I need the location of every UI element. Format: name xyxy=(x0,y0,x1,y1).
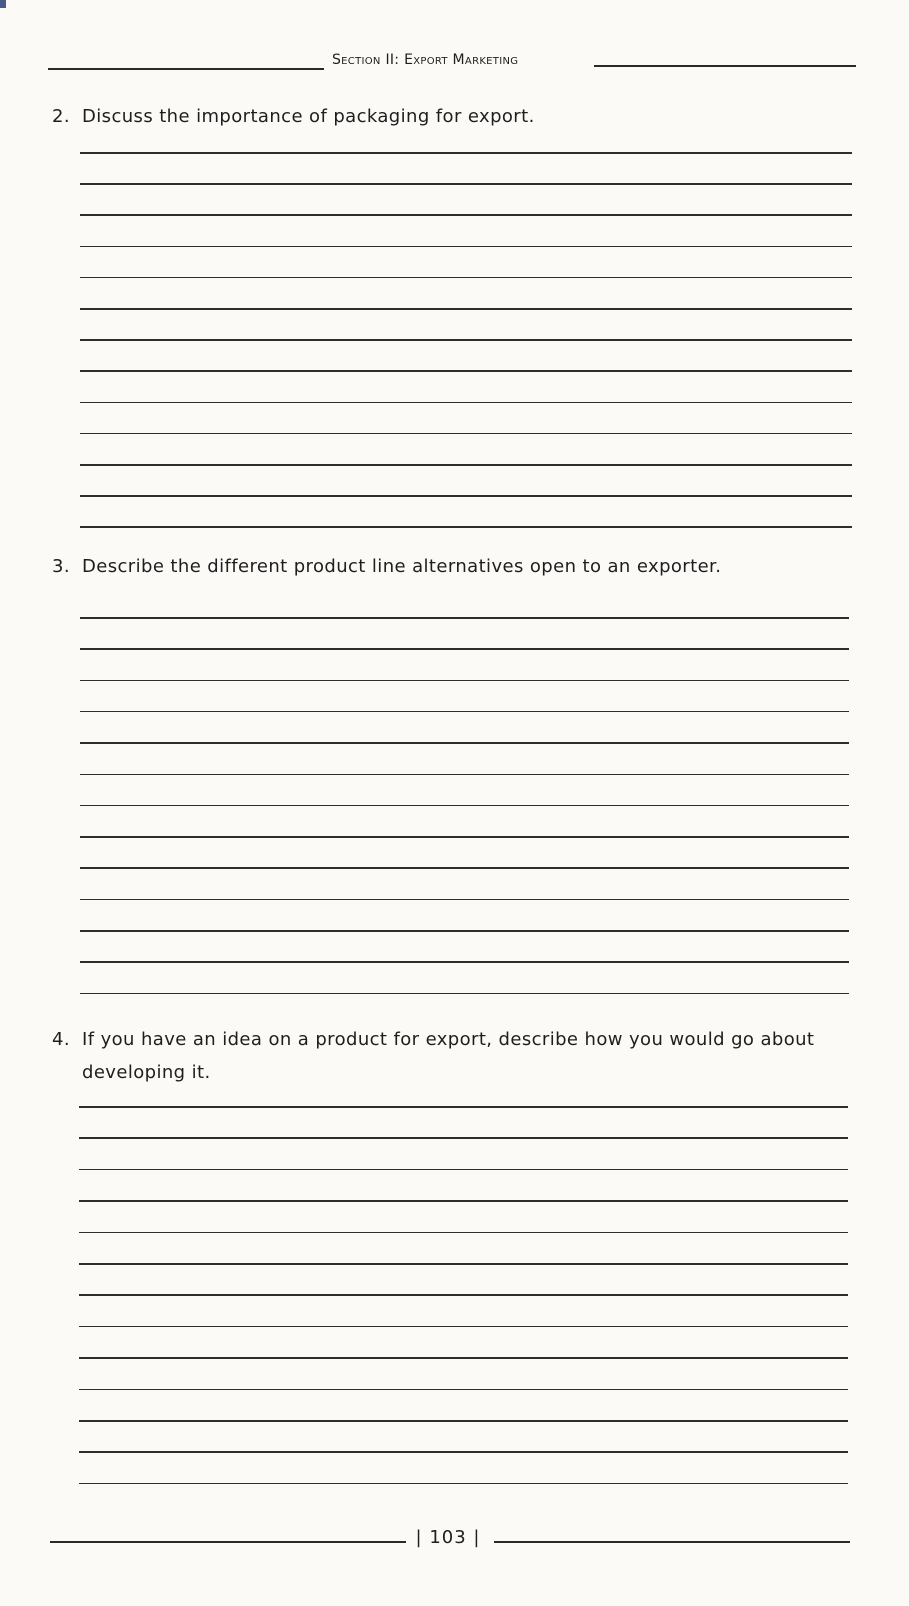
header-rule-right xyxy=(594,65,856,67)
answer-line xyxy=(80,183,852,185)
page-number: | 103 | xyxy=(415,1527,481,1548)
answer-line xyxy=(80,433,852,435)
answer-line xyxy=(80,308,852,310)
answer-line xyxy=(80,836,849,838)
answer-line xyxy=(80,526,852,528)
footer-rule-right xyxy=(494,1541,850,1543)
question-text: Discuss the importance of packaging for export. xyxy=(82,106,535,127)
answer-line xyxy=(80,617,849,619)
answer-line xyxy=(80,648,849,650)
header-rule-left xyxy=(48,68,324,70)
answer-line xyxy=(79,1357,848,1359)
answer-line xyxy=(80,495,852,497)
answer-line xyxy=(80,464,852,466)
question-text: If you have an idea on a product for export, describe how you would go about developing it. xyxy=(82,1029,815,1083)
answer-line xyxy=(80,277,852,279)
question-number: 2. xyxy=(52,106,70,127)
answer-line xyxy=(80,402,852,404)
answer-line xyxy=(80,742,849,744)
answer-line xyxy=(79,1420,848,1422)
answer-line xyxy=(79,1483,848,1485)
answer-line xyxy=(79,1232,848,1234)
answer-line xyxy=(79,1106,848,1108)
answer-line xyxy=(79,1451,848,1453)
answer-line xyxy=(80,680,849,682)
answer-line xyxy=(79,1137,848,1139)
answer-line xyxy=(79,1326,848,1328)
question-number: 4. xyxy=(52,1029,70,1050)
answer-line xyxy=(80,993,849,995)
scan-corner-mark xyxy=(0,0,6,8)
answer-line xyxy=(80,214,852,216)
answer-line xyxy=(79,1200,848,1202)
answer-line xyxy=(80,774,849,776)
answer-line xyxy=(80,711,849,713)
question-text: Describe the different product line alternatives open to an exporter. xyxy=(82,556,722,577)
answer-line xyxy=(80,339,852,341)
answer-line xyxy=(79,1263,848,1265)
answer-line xyxy=(79,1294,848,1296)
question-number: 3. xyxy=(52,556,70,577)
section-title: Section II: Export Marketing xyxy=(332,52,519,68)
answer-line xyxy=(80,805,849,807)
answer-line xyxy=(79,1389,848,1391)
answer-line xyxy=(80,152,852,154)
answer-line xyxy=(80,370,852,372)
answer-line xyxy=(80,246,852,248)
footer-rule-left xyxy=(50,1541,406,1543)
answer-line xyxy=(80,867,849,869)
answer-line xyxy=(79,1169,848,1171)
answer-line xyxy=(80,930,849,932)
answer-line xyxy=(80,961,849,963)
answer-line xyxy=(80,899,849,901)
